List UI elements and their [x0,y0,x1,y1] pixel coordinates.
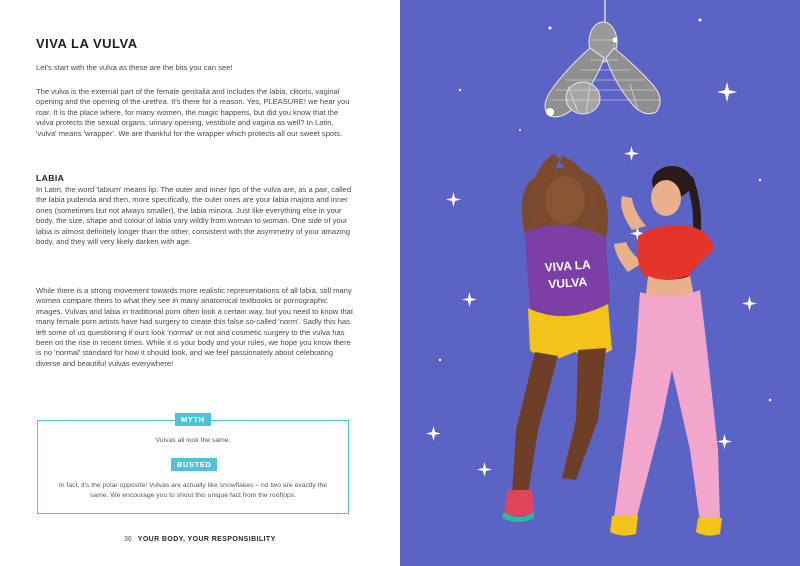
star-dot [549,27,552,30]
right-page [400,0,800,566]
shirt-text-line1: VIVA LA [544,257,592,275]
star-dot [459,89,461,91]
dancer-right-shoe [610,516,638,536]
star-dot [439,359,441,361]
star-dot [699,19,702,22]
running-title: YOUR BODY, YOUR RESPONSIBILITY [137,536,276,543]
intro-paragraph: Let's start with the vulva as these are the bits you can see! [36,63,233,72]
star-dot [769,399,771,401]
busted-text: In fact, it's the polar opposite! Vulvas are actually like snowflakes – no two are exactly the same. We encourage you to shout this unique fact from the rooftops. [58,482,328,499]
page-number: 36 [124,536,132,543]
page-title: VIVA LA VULVA [36,36,138,51]
dancing-women-illustration [400,0,800,566]
myth-label: MYTH [175,413,211,426]
vulva-paragraph: The vulva is the external part of the female genitalia and includes the labia, clitoris, vaginal opening and the opening of the urethra. It's there for a reason. Yes, PLEASURE! we hear you roar. It is the place where, for many women, the magic happens, but did you know that the vulva protects the sexual organs, urinary opening, vestibule and vagina as well? In Latin, 'vulva' means 'wrapper'. We are thankful for the wrapper which protects all our sweet spots. [36,87,350,138]
dancer-left-face [545,176,585,224]
page-footer [124,536,276,543]
star-dot [519,129,521,131]
dancer-right-face [651,180,681,216]
labia-paragraph: In Latin, the word 'labium' means lip. The outer and inner lips of the vulva are, as a pair, called the labia pudenda and then, more specifically, the outer ones are your labia majora and inner ones (sometimes but not always smaller), the labia minora. Just like everything else in your body, the size, shape and colour of labia vary wildly from woman to woman. One side of your labia is almost definitely longer than the other, consistent with the asymmetry of your amazing body, and they will very likely darken with age. [36,185,352,247]
myth-text: Vulvas all look the same. [155,437,231,444]
star-dot [759,179,761,181]
shirt-text-line2: VULVA [547,274,588,292]
representation-paragraph: While there is a strong movement towards more realistic representations of all labia, still many women compare theirs to what they see in many anatomical textbooks or pornographic images. Vulvas and labia in traditional porn often look a certain way, but you need to know that many female porn artists have had surgery to create this false so-called 'norm'. Sadly this has left some of us questioning if ours look 'normal' or not and cosmetic surgery to the vulva has been on the rise in recent times. While it is your body and your rules, we hope you know there is no 'normal' standard for how it should look, and we feel passionately about celebrating diverse and beautiful vulvas everywhere! [36,286,354,368]
dancer-left-shoe [504,490,534,516]
busted-label: BUSTED [171,458,217,471]
dancer-right-shoe [696,518,722,536]
labia-heading: LABIA [36,173,65,183]
